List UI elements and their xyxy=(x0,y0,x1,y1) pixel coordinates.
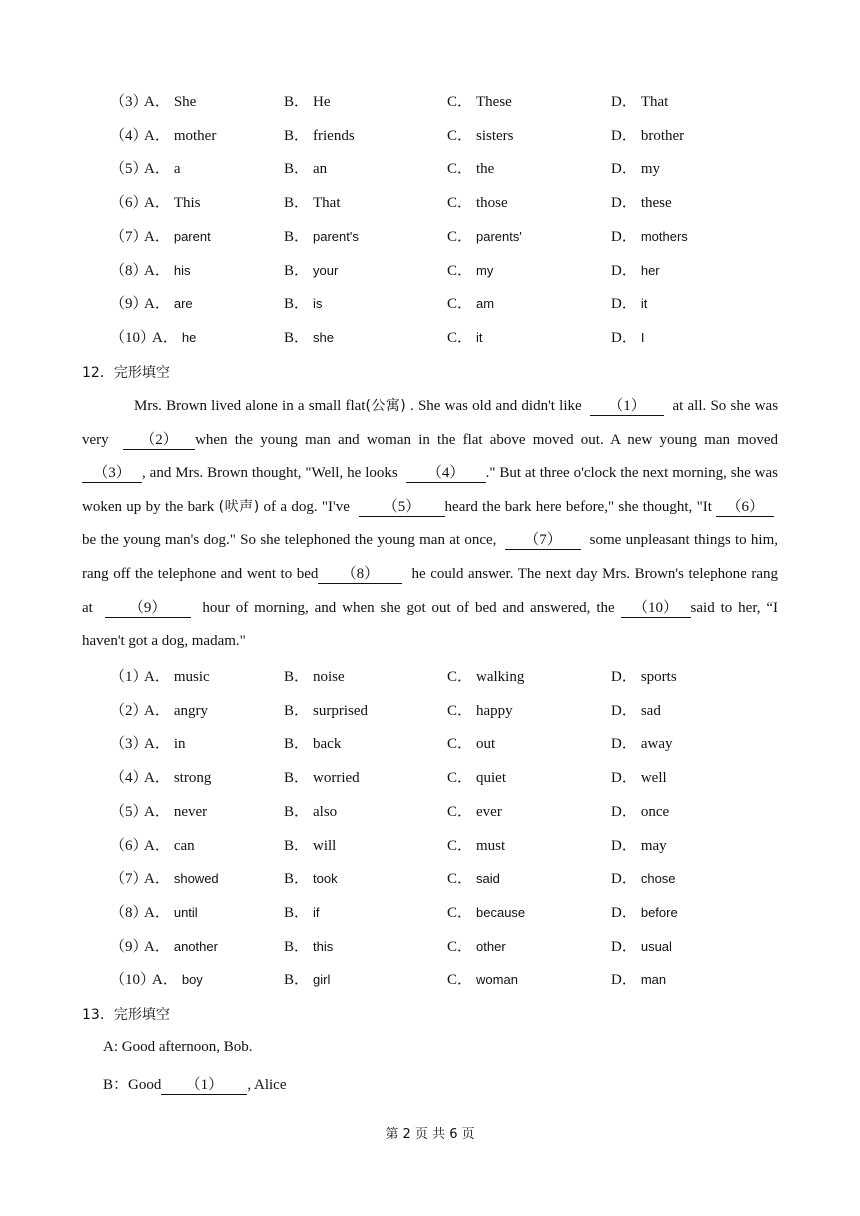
option-row xyxy=(0,666,860,688)
option-b[interactable] xyxy=(284,158,327,180)
option-b[interactable] xyxy=(284,125,355,147)
passage-text: heard the bark here before," she thought, "It xyxy=(444,498,712,515)
option-b[interactable] xyxy=(284,835,336,857)
option-letter: A． xyxy=(144,94,170,110)
option-c[interactable] xyxy=(447,835,505,857)
option-letter: D． xyxy=(611,329,637,346)
option-text: it xyxy=(640,296,648,312)
option-letter: B． xyxy=(284,938,310,955)
option-text: away xyxy=(640,736,673,753)
option-c[interactable] xyxy=(447,293,494,315)
option-d[interactable] xyxy=(611,260,660,282)
option-letter: C． xyxy=(447,669,473,685)
option-letter: C． xyxy=(447,904,473,921)
option-text: never xyxy=(173,803,208,820)
blank-8[interactable]: （8） xyxy=(318,565,402,584)
option-text: parent's xyxy=(313,228,359,244)
option-letter: B． xyxy=(284,94,310,110)
q13-blank-1[interactable]: （1） xyxy=(161,1076,247,1095)
option-c[interactable] xyxy=(447,125,514,147)
option-letter: B． xyxy=(284,770,310,787)
item-number: （10） xyxy=(110,972,156,989)
option-text: boy xyxy=(181,972,203,988)
option-letter: C． xyxy=(447,228,473,245)
option-text: sad xyxy=(640,702,661,719)
option-letter: A． xyxy=(144,161,170,178)
item-number: （1） xyxy=(110,669,148,685)
option-d[interactable] xyxy=(611,226,688,248)
passage-text: , and Mrs. Brown thought, "Well, he looks xyxy=(142,465,398,482)
option-d[interactable] xyxy=(611,835,667,857)
option-text: That xyxy=(313,195,341,212)
option-text: my xyxy=(640,161,661,178)
option-text: if xyxy=(313,904,320,920)
option-a[interactable] xyxy=(152,969,203,991)
option-c[interactable] xyxy=(447,666,524,688)
option-b[interactable] xyxy=(284,733,341,755)
option-b[interactable] xyxy=(284,868,338,890)
dialog-text: , Alice xyxy=(247,1077,287,1093)
passage-text: said to her, “I haven't got a dog, madam." xyxy=(82,599,779,650)
option-text: well xyxy=(640,770,667,787)
item-number: （5） xyxy=(110,803,148,820)
option-b[interactable] xyxy=(284,801,337,823)
option-text: is xyxy=(313,296,323,312)
option-letter: A． xyxy=(144,770,170,787)
option-text: friends xyxy=(313,127,355,144)
option-row xyxy=(0,125,860,147)
item-number: （7） xyxy=(110,871,148,888)
blank-3[interactable]: （3） xyxy=(82,464,142,483)
option-b[interactable] xyxy=(284,969,330,991)
option-letter: A． xyxy=(144,262,170,279)
option-letter: A． xyxy=(144,669,170,685)
option-letter: D． xyxy=(611,195,637,212)
option-letter: C． xyxy=(447,94,473,110)
option-text: in xyxy=(173,736,186,753)
option-text: are xyxy=(173,296,193,312)
option-row xyxy=(0,936,860,958)
option-d[interactable] xyxy=(611,936,672,958)
option-c[interactable] xyxy=(447,969,518,991)
option-text: These xyxy=(476,94,512,110)
option-row xyxy=(0,293,860,315)
option-d[interactable] xyxy=(611,125,684,147)
option-c[interactable] xyxy=(447,767,506,789)
passage-text: some unpleasant things to him, rang off the telephone and went to bed xyxy=(82,532,779,582)
option-letter: C． xyxy=(447,161,473,178)
option-letter: C． xyxy=(447,972,473,989)
option-text: her xyxy=(640,262,660,278)
option-text: before xyxy=(640,904,678,920)
option-text: another xyxy=(173,938,218,954)
option-text: She xyxy=(173,94,197,110)
option-text: mothers xyxy=(640,228,688,244)
option-a[interactable] xyxy=(144,801,207,823)
option-text: she xyxy=(313,329,334,345)
option-c[interactable] xyxy=(447,868,500,890)
option-text: other xyxy=(476,938,506,954)
option-text: showed xyxy=(173,871,219,887)
option-text: can xyxy=(173,837,195,854)
option-letter: B． xyxy=(284,228,310,245)
option-letter: B． xyxy=(284,127,310,144)
option-letter: D． xyxy=(611,262,637,279)
option-text: surprised xyxy=(313,702,369,719)
option-letter: B． xyxy=(284,803,310,820)
option-letter: D． xyxy=(611,904,637,921)
q13-heading: 13．完形填空 xyxy=(82,1007,170,1023)
item-number: （6） xyxy=(110,195,148,212)
option-text: mother xyxy=(173,127,217,144)
option-row xyxy=(0,91,860,113)
option-text: chose xyxy=(640,871,676,887)
passage-text: . She was old and didn't like xyxy=(409,398,582,414)
option-a[interactable] xyxy=(144,835,195,857)
option-c[interactable] xyxy=(447,733,495,755)
option-text: this xyxy=(313,938,334,954)
option-letter: A． xyxy=(152,329,178,346)
option-row xyxy=(0,158,860,180)
option-text: my xyxy=(476,262,494,278)
passage-text: Mrs. Brown lived alone in a small flat xyxy=(134,398,366,414)
option-letter: B． xyxy=(284,702,310,719)
option-letter: B． xyxy=(284,195,310,212)
option-letter: C． xyxy=(447,770,473,787)
passage-text: hour of morning, and when she got out of bed and answered, the xyxy=(202,599,615,616)
option-text: I xyxy=(640,329,645,345)
option-b[interactable] xyxy=(284,700,368,722)
option-letter: B． xyxy=(284,736,310,753)
option-letter: C． xyxy=(447,803,473,820)
option-letter: D． xyxy=(611,669,637,685)
option-b[interactable] xyxy=(284,226,359,248)
passage-text: he could answer. The next day Mrs. Brown's telephone rang at xyxy=(82,565,779,616)
option-letter: C． xyxy=(447,195,473,212)
item-number: （8） xyxy=(110,262,148,279)
option-text: he xyxy=(181,329,197,345)
option-text: usual xyxy=(640,938,672,954)
item-number: （3） xyxy=(110,94,148,110)
option-text: ever xyxy=(476,803,502,820)
option-text: worried xyxy=(313,770,360,787)
item-number: （4） xyxy=(110,127,148,144)
option-text: the xyxy=(476,161,495,178)
option-c[interactable] xyxy=(447,91,512,113)
option-letter: B． xyxy=(284,262,310,279)
option-c[interactable] xyxy=(447,327,483,349)
option-letter: D． xyxy=(611,803,637,820)
option-text: walking xyxy=(476,669,525,685)
option-letter: C． xyxy=(447,329,473,346)
option-letter: A． xyxy=(152,972,178,989)
option-a[interactable] xyxy=(144,666,210,688)
option-b[interactable] xyxy=(284,936,333,958)
option-letter: D． xyxy=(611,938,637,955)
option-letter: D． xyxy=(611,770,637,787)
option-d[interactable] xyxy=(611,158,660,180)
option-letter: B． xyxy=(284,161,310,178)
dialog-line-a: A: Good afternoon, Bob. xyxy=(103,1039,253,1055)
option-text: brother xyxy=(640,127,685,144)
option-text: music xyxy=(173,669,210,685)
option-a[interactable] xyxy=(144,902,198,924)
option-text: will xyxy=(313,837,337,854)
option-row xyxy=(0,835,860,857)
option-text: This xyxy=(173,195,201,212)
option-a[interactable] xyxy=(144,158,181,180)
option-row xyxy=(0,801,860,823)
option-letter: B． xyxy=(284,669,310,685)
option-text: until xyxy=(173,904,198,920)
option-text: once xyxy=(640,803,670,820)
option-letter: B． xyxy=(284,972,310,989)
option-c[interactable] xyxy=(447,902,525,924)
option-text: also xyxy=(313,803,338,820)
option-b[interactable] xyxy=(284,293,322,315)
option-letter: D． xyxy=(611,972,637,989)
option-text: your xyxy=(313,262,339,278)
option-text: an xyxy=(313,161,328,178)
option-a[interactable] xyxy=(144,700,208,722)
option-b[interactable] xyxy=(284,192,341,214)
option-d[interactable] xyxy=(611,293,647,315)
item-number: （5） xyxy=(110,161,148,178)
option-row xyxy=(0,733,860,755)
option-d[interactable] xyxy=(611,327,644,349)
blank-2[interactable]: （2） xyxy=(123,431,195,450)
blank-1[interactable]: （1） xyxy=(590,397,664,416)
item-number: （9） xyxy=(110,938,148,955)
option-text: a xyxy=(173,161,181,178)
option-a[interactable] xyxy=(144,733,186,755)
option-b[interactable] xyxy=(284,260,338,282)
option-row xyxy=(0,767,860,789)
passage-text: when the young man and woman in the flat above moved out. A new young man moved xyxy=(195,431,779,448)
option-row xyxy=(0,969,860,991)
option-letter: B． xyxy=(284,871,310,888)
item-number: （7） xyxy=(110,228,148,245)
option-row xyxy=(0,868,860,890)
option-d[interactable] xyxy=(611,969,666,991)
option-c[interactable] xyxy=(447,260,493,282)
option-text: his xyxy=(173,262,191,278)
option-letter: D． xyxy=(611,127,637,144)
option-d[interactable] xyxy=(611,767,667,789)
option-letter: C． xyxy=(447,871,473,888)
option-letter: A． xyxy=(144,736,170,753)
option-b[interactable] xyxy=(284,767,360,789)
option-d[interactable] xyxy=(611,801,669,823)
passage-text: ." But at three o'clock the next morning, she was woken up by the bark xyxy=(82,465,779,515)
item-number: （10） xyxy=(110,329,156,346)
option-text: girl xyxy=(313,972,331,988)
option-d[interactable] xyxy=(611,733,673,755)
passage-gloss: (公寓) xyxy=(365,398,406,414)
q12-passage xyxy=(82,390,778,659)
option-row xyxy=(0,192,860,214)
passage-gloss: (吠声) xyxy=(218,498,260,515)
option-letter: A． xyxy=(144,228,170,245)
option-letter: D． xyxy=(611,228,637,245)
passage-text: of a dog. "I've xyxy=(263,498,350,515)
option-text: strong xyxy=(173,770,212,787)
option-c[interactable] xyxy=(447,226,522,248)
option-letter: A． xyxy=(144,871,170,888)
passage-text: at all. So she was very xyxy=(82,398,779,448)
blank-10[interactable]: （10） xyxy=(621,599,691,618)
option-letter: B． xyxy=(284,904,310,921)
option-letter: C． xyxy=(447,127,473,144)
option-text: noise xyxy=(313,669,345,685)
option-text: may xyxy=(640,837,667,854)
option-letter: C． xyxy=(447,837,473,854)
option-text: sports xyxy=(640,669,677,685)
option-text: quiet xyxy=(476,770,507,787)
option-c[interactable] xyxy=(447,158,494,180)
q12-heading: 12．完形填空 xyxy=(82,365,170,381)
option-text: said xyxy=(476,871,500,887)
option-row xyxy=(0,902,860,924)
option-letter: B． xyxy=(284,329,310,346)
option-letter: A． xyxy=(144,938,170,955)
option-letter: D． xyxy=(611,871,637,888)
option-c[interactable] xyxy=(447,192,508,214)
option-row xyxy=(0,327,860,349)
option-row xyxy=(0,226,860,248)
option-letter: A． xyxy=(144,296,170,313)
option-a[interactable] xyxy=(144,293,193,315)
option-a[interactable] xyxy=(144,91,196,113)
option-d[interactable] xyxy=(611,192,672,214)
blank-5[interactable]: （5） xyxy=(359,498,445,517)
option-text: happy xyxy=(476,702,513,719)
option-d[interactable] xyxy=(611,868,676,890)
option-letter: A． xyxy=(144,127,170,144)
blank-6[interactable]: （6） xyxy=(716,498,774,517)
option-letter: C． xyxy=(447,938,473,955)
option-text: parent xyxy=(173,228,211,244)
item-number: （2） xyxy=(110,702,148,719)
option-text: angry xyxy=(173,702,208,719)
option-row xyxy=(0,700,860,722)
option-b[interactable] xyxy=(284,666,345,688)
option-a[interactable] xyxy=(144,868,219,890)
option-a[interactable] xyxy=(144,260,190,282)
blank-4[interactable]: （4） xyxy=(406,464,486,483)
option-letter: D． xyxy=(611,736,637,753)
item-number: （4） xyxy=(110,770,148,787)
item-number: （9） xyxy=(110,296,148,313)
option-a[interactable] xyxy=(144,125,216,147)
option-c[interactable] xyxy=(447,936,506,958)
option-letter: C． xyxy=(447,736,473,753)
passage-text: be the young man's dog." So she telephoned the young man at once, xyxy=(82,532,497,549)
option-letter: D． xyxy=(611,837,637,854)
option-a[interactable] xyxy=(144,226,211,248)
option-b[interactable] xyxy=(284,902,320,924)
option-text: because xyxy=(476,904,526,920)
option-b[interactable] xyxy=(284,91,331,113)
option-text: parents' xyxy=(476,228,522,244)
option-text: out xyxy=(476,736,496,753)
option-c[interactable] xyxy=(447,801,502,823)
option-d[interactable] xyxy=(611,666,677,688)
option-a[interactable] xyxy=(144,192,201,214)
option-letter: D． xyxy=(611,161,637,178)
option-letter: D． xyxy=(611,94,637,110)
option-text: woman xyxy=(476,972,518,988)
option-row xyxy=(0,260,860,282)
option-text: man xyxy=(640,972,667,988)
option-c[interactable] xyxy=(447,700,513,722)
option-b[interactable] xyxy=(284,327,334,349)
option-d[interactable] xyxy=(611,700,661,722)
dialog-line-b xyxy=(103,1073,287,1095)
blank-7[interactable]: （7） xyxy=(505,531,581,550)
dialog-text: B：Good xyxy=(103,1077,162,1093)
option-letter: B． xyxy=(284,837,310,854)
option-text: He xyxy=(313,94,331,110)
option-letter: D． xyxy=(611,296,637,313)
option-letter: C． xyxy=(447,296,473,313)
option-text: it xyxy=(476,329,483,345)
blank-9[interactable]: （9） xyxy=(105,599,191,618)
item-number: （6） xyxy=(110,837,148,854)
option-text: sisters xyxy=(476,127,514,144)
option-letter: C． xyxy=(447,702,473,719)
item-number: （3） xyxy=(110,736,148,753)
option-letter: A． xyxy=(144,195,170,212)
option-text: took xyxy=(313,871,338,887)
option-letter: A． xyxy=(144,803,170,820)
option-text: am xyxy=(476,296,495,312)
option-letter: B． xyxy=(284,296,310,313)
option-text: back xyxy=(313,736,342,753)
option-a[interactable] xyxy=(152,327,196,349)
option-letter: A． xyxy=(144,837,170,854)
option-text: those xyxy=(476,195,508,212)
page-footer: 第 2 页 共 6 页 xyxy=(385,1127,475,1142)
option-a[interactable] xyxy=(144,936,218,958)
option-letter: A． xyxy=(144,904,170,921)
item-number: （8） xyxy=(110,904,148,921)
option-letter: A． xyxy=(144,702,170,719)
option-letter: D． xyxy=(611,702,637,719)
option-text: these xyxy=(640,195,672,212)
option-d[interactable] xyxy=(611,91,668,113)
option-a[interactable] xyxy=(144,767,211,789)
option-text: must xyxy=(476,837,506,854)
option-text: That xyxy=(640,94,669,110)
option-letter: C． xyxy=(447,262,473,279)
option-d[interactable] xyxy=(611,902,678,924)
